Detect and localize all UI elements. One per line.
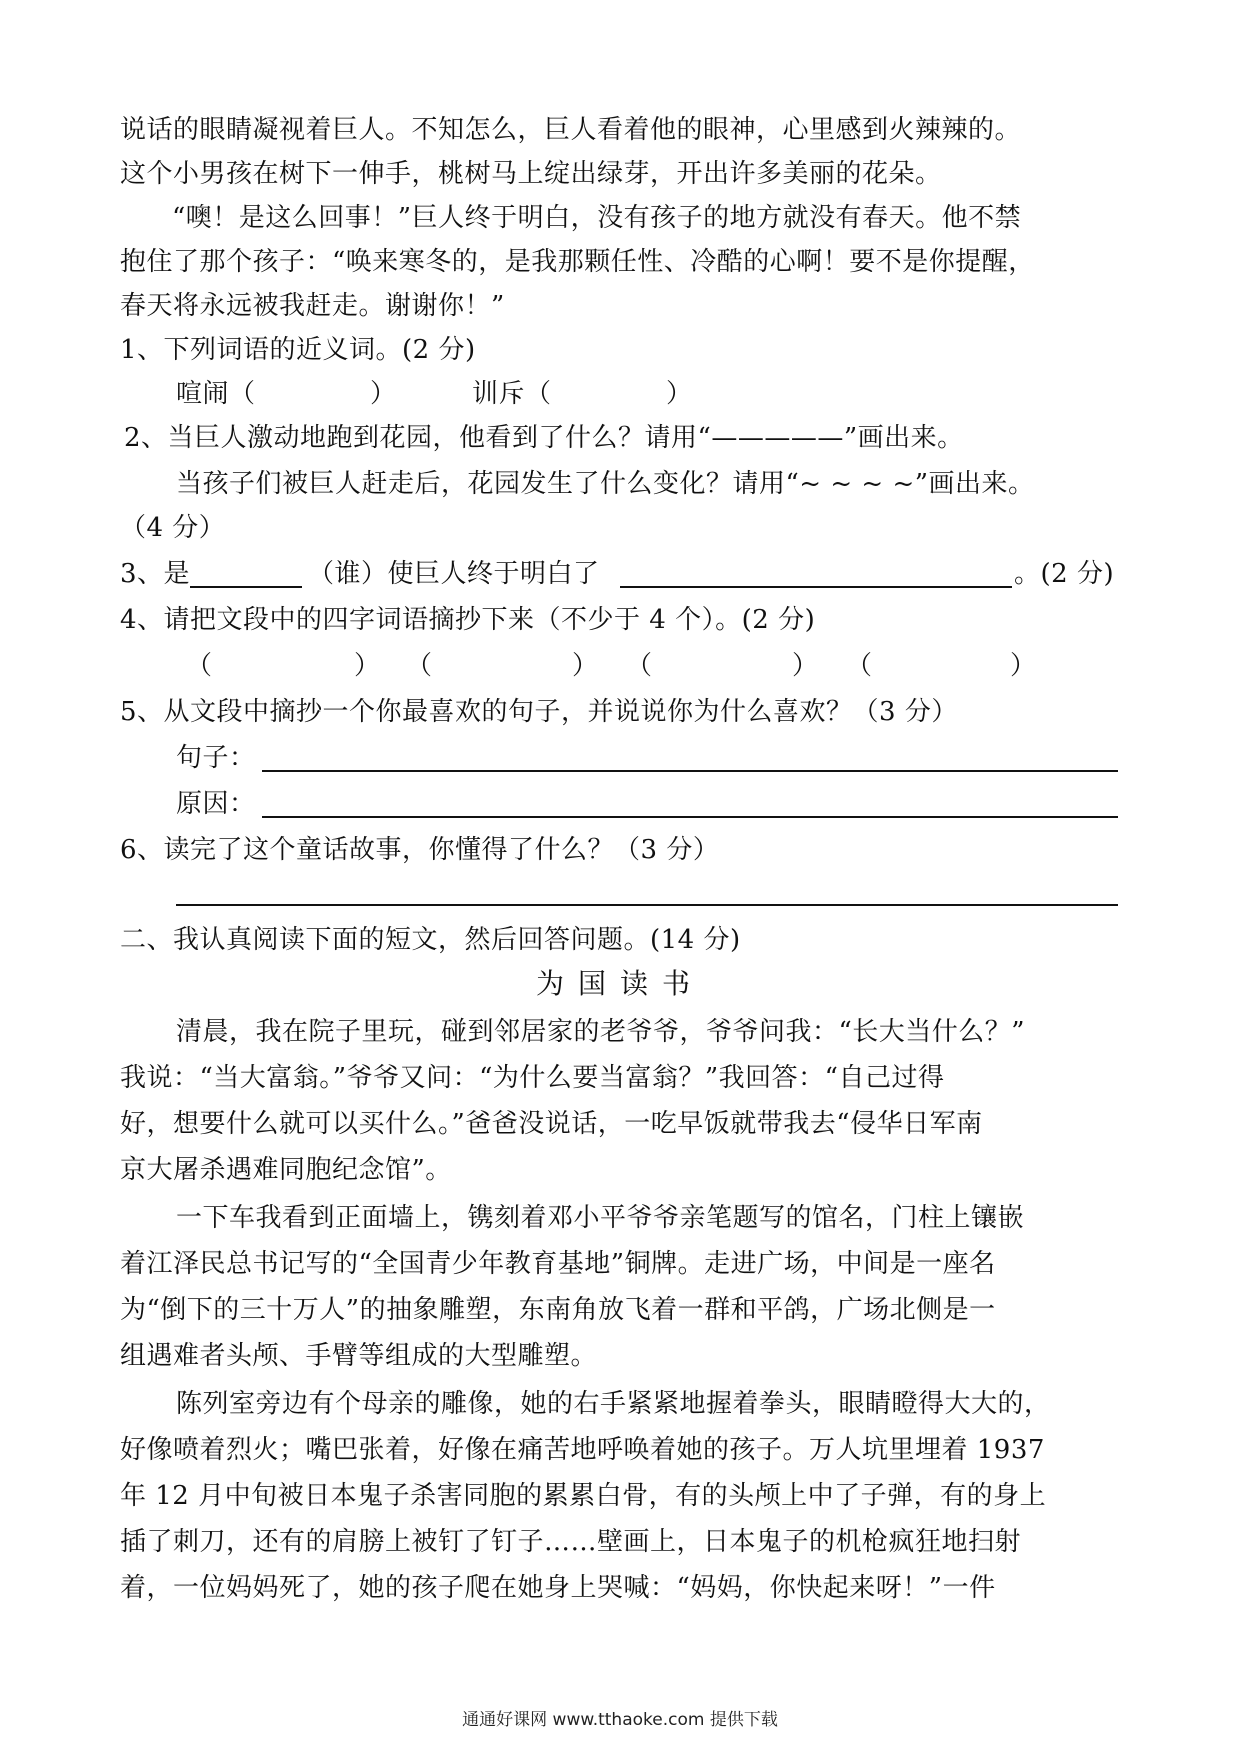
question-1: 1、下列词语的近义词。(2 分)	[120, 335, 476, 365]
word-2-label: 训斥（	[472, 379, 552, 409]
q4-bracket-2-close: ）	[572, 651, 599, 681]
q5-reason-blank[interactable]	[262, 816, 1118, 818]
passage1-line-1: 说话的眼睛凝视着巨人。不知怎么，巨人看着他的眼神，心里感到火辣辣的。	[120, 115, 1022, 145]
question-2a: 2、当巨人激动地跑到花园，他看到了什么？请用“—————”画出来。	[124, 423, 964, 453]
article-line-13: 着，一位妈妈死了，她的孩子爬在她身上哭喊：“妈妈，你快起来呀！”一件	[120, 1573, 996, 1603]
q4-bracket-4-open: （	[846, 651, 873, 681]
q4-bracket-3-close: ）	[792, 651, 819, 681]
word-1-label: 喧闹（	[176, 379, 256, 409]
article-line-3: 好，想要什么就可以买什么。”爸爸没说话，一吃早饭就带我去“侵华日军南	[120, 1109, 983, 1139]
q5-sentence-label: 句子：	[176, 743, 256, 773]
passage1-line-4: 抱住了那个孩子：“唤来寒冬的，是我那颗任性、冷酷的心啊！要不是你提醒，	[120, 247, 1035, 277]
question-5-sentence	[0, 736, 1240, 780]
q5-sentence-blank[interactable]	[262, 770, 1118, 772]
q3-mid: （谁）使巨人终于明白了	[308, 559, 600, 589]
word-2-close: ）	[666, 379, 693, 409]
article-line-4: 京大屠杀遇难同胞纪念馆”。	[120, 1155, 452, 1185]
q4-bracket-1-open: （	[186, 651, 213, 681]
article-line-1: 清晨，我在院子里玩，碰到邻居家的老爷爷，爷爷问我：“长大当什么？”	[176, 1017, 1026, 1047]
article-line-5: 一下车我看到正面墙上，镌刻着邓小平爷爷亲笔题写的馆名，门柱上镶嵌	[176, 1203, 1025, 1233]
page-footer: 通通好课网 www.tthaoke.com 提供下载	[462, 1710, 778, 1730]
article-line-7: 为“倒下的三十万人”的抽象雕塑，东南角放飞着一群和平鸽，广场北侧是一	[120, 1295, 996, 1325]
question-6: 6、读完了这个童话故事，你懂得了什么？（3 分）	[120, 835, 720, 865]
q3-blank-understood[interactable]	[620, 586, 1012, 588]
q3-suffix: 。(2 分)	[1014, 559, 1115, 589]
article-line-12: 插了刺刀，还有的肩膀上被钉了钉子……壁画上，日本鬼子的机枪疯狂地扫射	[120, 1527, 1022, 1557]
question-2b: 当孩子们被巨人赶走后，花园发生了什么变化？请用“~ ~ ~ ~”画出来。	[176, 469, 1035, 499]
q4-bracket-3-open: （	[626, 651, 653, 681]
article-line-2: 我说：“当大富翁。”爷爷又问：“为什么要当富翁？”我回答：“自己过得	[120, 1063, 945, 1093]
question-5-reason	[0, 782, 1240, 826]
passage1-line-3: “噢！是这么回事！”巨人终于明白，没有孩子的地方就没有春天。他不禁	[172, 203, 1022, 233]
q5-reason-label: 原因：	[176, 789, 256, 819]
question-4-brackets	[0, 644, 1240, 688]
question-4: 4、请把文段中的四字词语摘抄下来（不少于 4 个）。(2 分)	[120, 605, 816, 635]
q3-prefix: 3、是	[120, 559, 191, 589]
question-5: 5、从文段中摘抄一个你最喜欢的句子，并说说你为什么喜欢？（3 分）	[120, 697, 958, 727]
passage1-line-5: 春天将永远被我赶走。谢谢你！”	[120, 291, 505, 321]
question-3	[0, 552, 1240, 596]
passage1-line-2: 这个小男孩在树下一伸手，桃树马上绽出绿芽，开出许多美丽的花朵。	[120, 159, 942, 189]
q3-blank-who[interactable]	[190, 586, 302, 588]
q4-bracket-1-close: ）	[354, 651, 381, 681]
article-line-8: 组遇难者头颅、手臂等组成的大型雕塑。	[120, 1341, 598, 1371]
q4-bracket-4-close: ）	[1010, 651, 1037, 681]
q6-answer-blank[interactable]	[176, 904, 1118, 906]
article-line-6: 着江泽民总书记写的“全国青少年教育基地”铜牌。走进广场，中间是一座名	[120, 1249, 996, 1279]
word-1-close: ）	[370, 379, 397, 409]
article-line-11: 年 12 月中旬被日本鬼子杀害同胞的累累白骨，有的头颅上中了子弹，有的身上	[120, 1481, 1047, 1511]
question-1-words	[0, 372, 1240, 416]
question-2c: （4 分）	[120, 513, 226, 543]
article-line-10: 好像喷着烈火；嘴巴张着，好像在痛苦地呼唤着她的孩子。万人坑里埋着 1937	[120, 1435, 1045, 1465]
article-line-9: 陈列室旁边有个母亲的雕像，她的右手紧紧地握着拳头，眼睛瞪得大大的，	[176, 1389, 1051, 1419]
section-2-heading: 二、我认真阅读下面的短文，然后回答问题。(14 分)	[120, 925, 741, 955]
article-title: 为国读书	[535, 967, 704, 1000]
q4-bracket-2-open: （	[406, 651, 433, 681]
